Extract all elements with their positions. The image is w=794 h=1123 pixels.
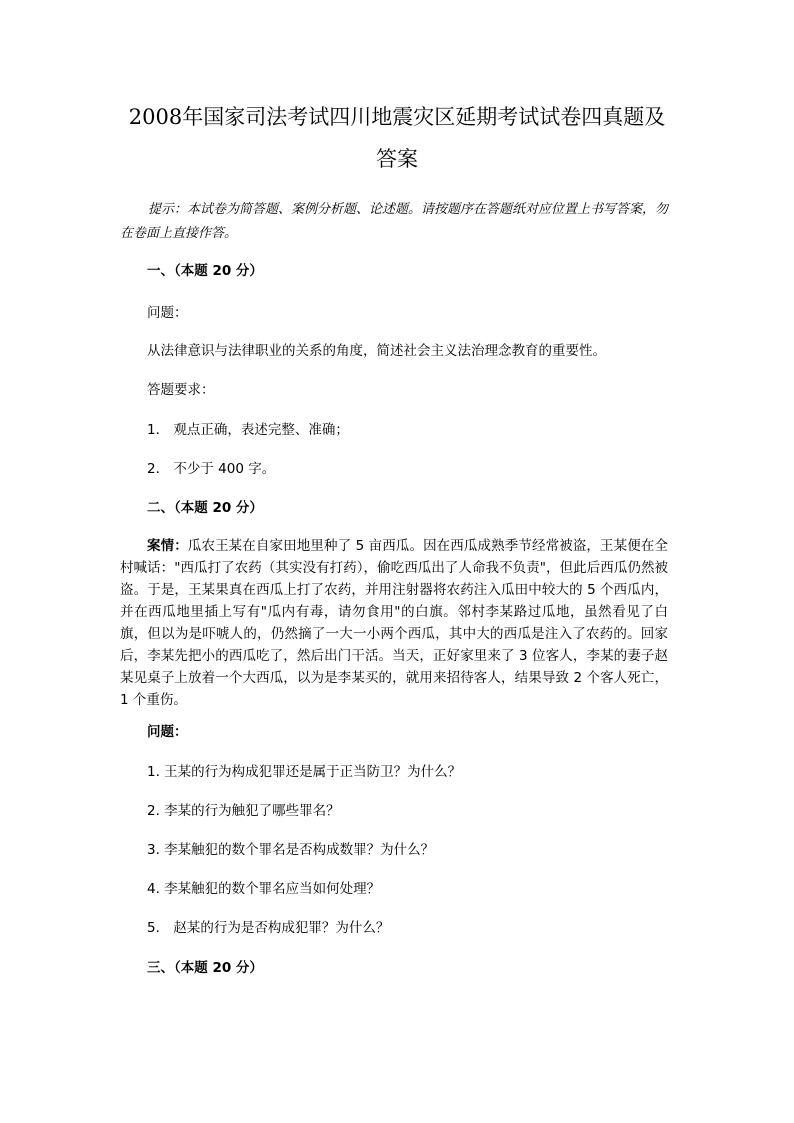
section3-heading: 三、（本题 20 分） bbox=[147, 960, 263, 976]
section2-question-1: 1. 王某的行为构成犯罪还是属于正当防卫？为什么？ bbox=[147, 764, 462, 780]
section2-case-label: 案情： bbox=[147, 538, 188, 554]
section1-requirement-2: 2． 不少于 400 字。 bbox=[147, 461, 276, 477]
section1-question-label: 问题： bbox=[147, 305, 188, 321]
section2-heading: 二、（本题 20 分） bbox=[147, 500, 263, 516]
exam-hint: 提示：本试卷为简答题、案例分析题、论述题。请按题序在答题纸对应位置上书写答案，勿在卷面上直接作答。 bbox=[120, 202, 669, 241]
section2-question-2: 2. 李某的行为触犯了哪些罪名？ bbox=[147, 803, 340, 819]
section2-question-3: 3. 李某触犯的数个罪名是否构成数罪？为什么？ bbox=[147, 842, 435, 858]
section1-requirement-1: 1． 观点正确，表述完整、准确； bbox=[147, 422, 349, 438]
section2-question-4: 4. 李某触犯的数个罪名应当如何处理？ bbox=[147, 881, 381, 897]
section2-questions-label: 问题： bbox=[147, 724, 188, 740]
section2-question-5: 5． 赵某的行为是否构成犯罪？为什么？ bbox=[147, 920, 390, 936]
section1-requirements-label: 答题要求： bbox=[147, 382, 215, 398]
document-title-line2: 答案 bbox=[376, 147, 418, 171]
document-title-line1: 2008年国家司法考试四川地震灾区延期考试试卷四真题及 bbox=[128, 105, 666, 129]
section1-question: 从法律意识与法律职业的关系的角度，简述社会主义法治理念教育的重要性。 bbox=[147, 343, 606, 359]
section2-case-text: 瓜农王某在自家田地里种了 5 亩西瓜。因在西瓜成熟季节经常被盗，王某便在全村喊话："西瓜打了农药（其实没有打药），偷吃西瓜出了人命我不负责"，但此后西瓜仍然被盗。于是，王某果真在西瓜上打了农药，并用注射器将农药注入瓜田中较大的 5 个西瓜内，并在西瓜地里插上写有"瓜内有毒，请勿食用"的白旗。邻村李某路过瓜地，虽然看见了白旗，但以为是吓唬人的，仍然摘了一大一小两个西瓜，其中大的西瓜是注入了农药的。回家后，李某先把小的西瓜吃了，然后出门干活。当天，正好家里来了 3 位客人，李某的妻子赵某见桌子上放着一个大西瓜，以为是李某买的，就用来招待客人，结果导致 2 个客人死亡，1 个重伤。 bbox=[120, 538, 669, 708]
section2-case bbox=[120, 535, 668, 711]
section1-heading: 一、（本题 20 分） bbox=[147, 263, 263, 279]
